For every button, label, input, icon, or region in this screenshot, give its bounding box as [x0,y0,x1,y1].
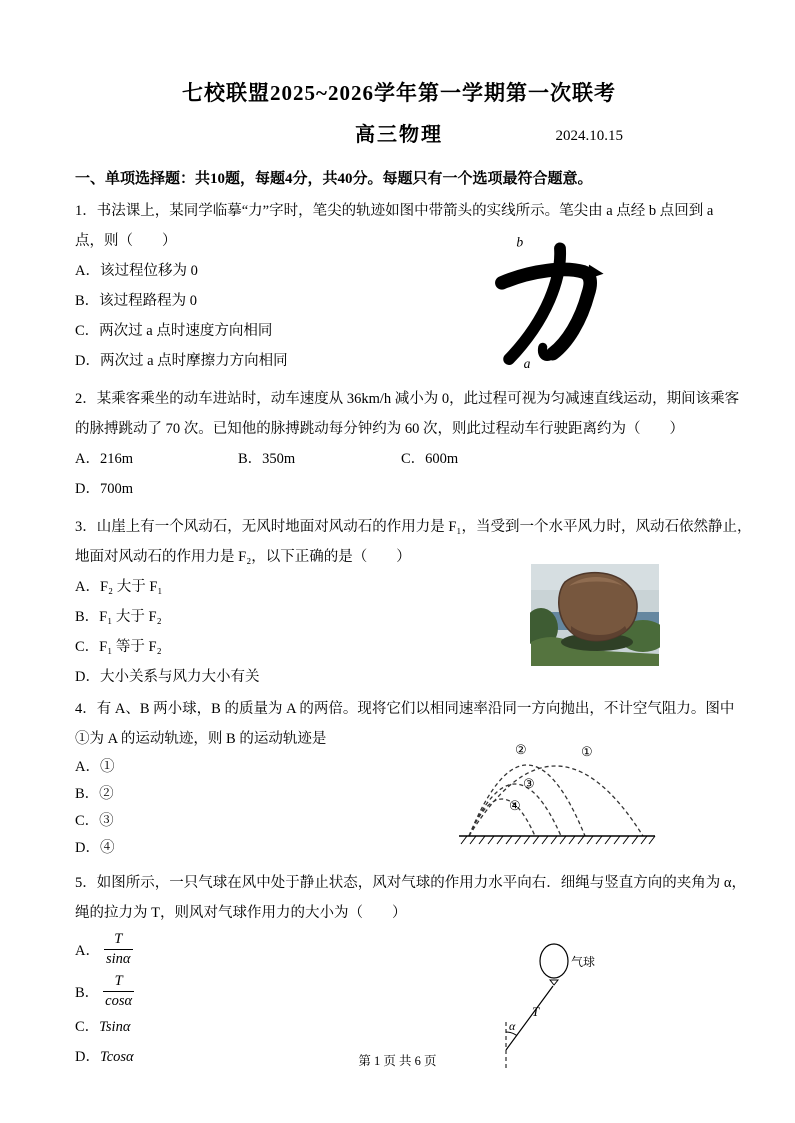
q4-trajectories-figure [457,740,659,856]
q5-option-d-text: Tcosα [99,1049,134,1065]
question-5 [75,868,746,1072]
q5-option-b [75,970,723,1012]
q5-option-b-numerator: T [103,972,134,992]
q2-option-b: B．350m [238,451,296,467]
exam-title: 七校联盟2025~2026学年第一学期第一次联考 [182,81,616,105]
question-3-stem-line-2: 地面对风动石的作用力是 F₂，以下正确的是（ ） [75,549,411,565]
label-circle-3: ③ [523,776,535,791]
page-content [75,0,752,1123]
question-5-stem-line-1: 5．如图所示，一只气球在风中处于静止状态，风对气球的作用力水平向右．细绳与竖直方向的夹角为 α， [75,875,746,891]
question-2 [75,384,740,504]
q5-option-d-label: D． [75,1049,100,1065]
question-1-stem-line-2: 点，则（ ） [75,233,177,249]
q2-option-c: C．600m [401,451,459,467]
trajectories-drawing [457,740,659,856]
q3-option-c: C．F₁ 等于 F₂ [75,639,162,655]
q5-option-b-denominator: cosα [105,992,133,1009]
q5-option-b-label: B． [75,984,100,1001]
q5-option-a [75,928,723,970]
section-heading: 一、单项选择题：共10题，每题4分，共40分。每题只有一个选项最符合题意。 [75,171,593,187]
wind-rock-photo-drawing [530,564,660,666]
question-1 [75,196,723,376]
q5-option-c-text: Tsinα [99,1019,131,1035]
question-4-stem-line-1: 4．有 A、B 两小球，B 的质量为 A 的两倍。现将它们以相同速率沿同一方向抛出，不计空气阻力。图中 [75,701,735,717]
subject-row [75,122,723,148]
label-circle-2: ② [515,742,527,757]
q2-option-a: A．216m [75,451,133,467]
q1-option-c: C．两次过 a 点时速度方向相同 [75,323,273,339]
q3-option-a: A．F₂ 大于 F₁ [75,579,163,595]
string-line [506,986,553,1050]
q3-option-d: D．大小关系与风力大小有关 [75,669,260,685]
exam-date: 2024.10.15 [555,128,623,144]
trajectory-4 [469,799,535,836]
point-label-a: a [523,356,531,370]
question-3 [75,512,752,692]
q2-option-d: D．700m [75,481,133,497]
q2-options-row [75,444,723,504]
q5-option-a-denominator: sinα [105,950,131,967]
balloon-shape [540,944,568,978]
q3-rock-photo [530,564,660,666]
q4-option-c: C．③ [75,813,114,829]
li-character-drawing [475,232,625,370]
question-2-stem-line-1: 2．某乘客乘坐的动车进站时，动车速度从 36km/h 减小为 0，此过程可视为匀减速直线运动，期间该乘客 [75,391,740,407]
balloon-knot [550,980,558,985]
question-2-stem-line-2: 的脉搏跳动了 70 次。已知他的脉搏跳动每分钟约为 60 次，则此过程动车行驶距离约为（ ） [75,421,684,437]
question-4 [75,694,735,862]
q5-option-c-label: C． [75,1019,100,1035]
question-4-stem-line-2: ①为 A 的运动轨迹，则 B 的运动轨迹是 [75,731,327,747]
q4-option-a: A．① [75,759,115,775]
tension-label: T [532,1004,540,1019]
label-circle-1: ① [581,744,593,759]
q1-calligraphy-figure [475,232,625,370]
question-1-stem-line-1: 1．书法课上，某同学临摹“力”字时，笔尖的轨迹如图中带箭头的实线所示。笔尖由 a 点经 b 点回到 a [75,203,714,219]
q1-option-d: D．两次过 a 点时摩擦力方向相同 [75,353,288,369]
q5-option-b-fraction [103,972,134,1011]
q1-option-a: A．该过程位移为 0 [75,263,198,279]
label-circle-4: ④ [509,798,521,813]
q5-option-a-label: A． [75,942,100,959]
ground-hatching [461,836,655,844]
point-label-b: b [516,234,524,250]
q5-option-a-numerator: T [104,930,133,950]
page-footer: 第 1 页 共 6 页 [358,1054,437,1068]
question-3-stem-line-1: 3．山崖上有一个风动石，无风时地面对风动石的作用力是 F₁，当受到一个水平风力时，风动石依然静止， [75,519,752,535]
angle-label: α [509,1019,516,1033]
q1-option-b: B．该过程路程为 0 [75,293,198,309]
q4-option-d: D．④ [75,840,115,856]
q5-option-c [75,1012,723,1042]
q5-option-a-fraction [104,930,133,969]
balloon-label: 气球 [571,955,596,969]
q3-option-b: B．F₁ 大于 F₂ [75,609,162,625]
exam-subject: 高三物理 [355,124,443,146]
question-5-stem-line-2: 绳的拉力为 T，则风对气球作用力的大小为（ ） [75,905,407,921]
q4-option-b: B．② [75,786,114,802]
